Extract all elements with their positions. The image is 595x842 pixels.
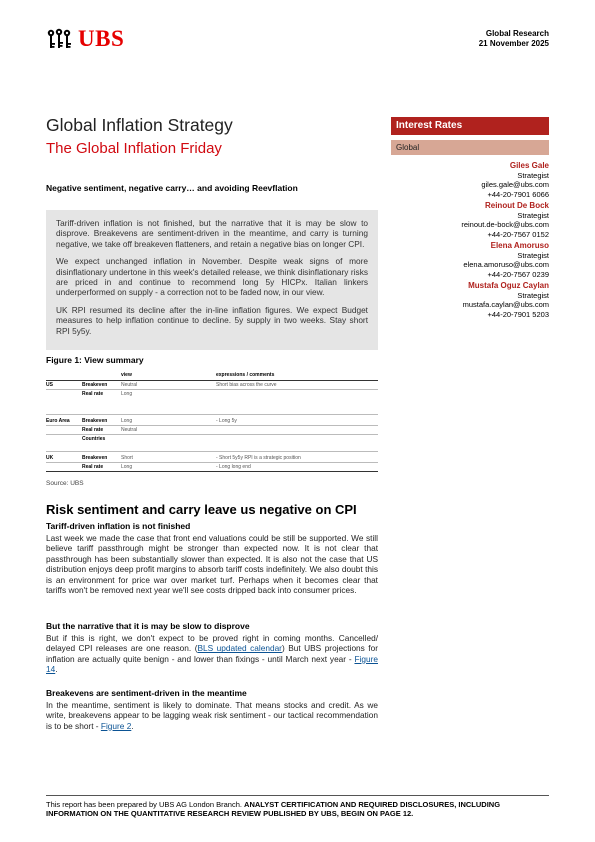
figure-source: Source: UBS	[46, 480, 84, 487]
divider	[46, 451, 378, 452]
cell-comment: - Long long end	[216, 464, 251, 470]
cell-metric: Countries	[82, 436, 106, 442]
cell-view: Long	[121, 391, 133, 397]
subheading: Breakevens are sentiment-driven in the meantime	[46, 688, 247, 698]
cell-comment: Short bias across the curve	[216, 382, 277, 388]
cell-view: Neutral	[121, 382, 138, 388]
cell-metric: Real rate	[82, 464, 104, 470]
author-role: Strategist	[517, 170, 549, 180]
text-run: .	[131, 720, 134, 731]
section-heading: Risk sentiment and carry leave us negative on CPI	[46, 502, 357, 517]
body-paragraph	[46, 633, 378, 675]
divider	[46, 389, 378, 390]
author-name: Reinout De Bock	[484, 201, 549, 210]
author-name: Mustafa Oguz Caylan	[468, 281, 549, 290]
header-meta	[479, 29, 549, 49]
author-phone: +44-20-7901 5203	[487, 309, 549, 319]
subheading: Tariff-driven inflation is not finished	[46, 521, 191, 531]
report-subtitle: The Global Inflation Friday	[46, 140, 222, 157]
col-header-view: view	[121, 372, 132, 378]
footer-disclaimer	[46, 800, 549, 818]
cell-metric: Real rate	[82, 391, 104, 397]
ubs-logo	[46, 26, 124, 52]
keys-icon	[46, 28, 72, 50]
figure-14-link[interactable]: Figure 14	[46, 653, 378, 675]
figure-2-link[interactable]: Figure 2	[100, 720, 132, 731]
author-email[interactable]: mustafa.caylan@ubs.com	[462, 300, 549, 309]
divider	[46, 414, 378, 415]
col-header-expressions: expressions / comments	[216, 372, 275, 378]
author-block	[379, 241, 549, 279]
report-date: 21 November 2025	[478, 39, 549, 48]
divider	[46, 425, 378, 426]
author-email[interactable]: giles.gale@ubs.com	[481, 180, 549, 189]
cell-metric: Breakeven	[82, 382, 108, 388]
cell-metric: Breakeven	[82, 418, 108, 424]
text-run: ) But UBS projections for inflation are actually quite benign - and lower than fixings - until March next year -	[46, 643, 378, 664]
cell-region: US	[46, 382, 53, 388]
author-block	[379, 161, 549, 199]
author-name: Elena Amoruso	[490, 241, 549, 250]
table-header	[46, 372, 378, 380]
summary-paragraph: We expect unchanged inflation in November. Despite weak signs of more disinflationary undertone in this week's detailed release, we think disinflationary risks are priced in and continue to recommend long 5y HICPx. Italian linkers underperformed on supply - a correction not to be faded now, in our view.	[56, 256, 368, 298]
footer-disclosure: ANALYST CERTIFICATION AND REQUIRED DISCLOSURES, INCLUDING INFORMATION ON THE QUANTITATIVE RESEARCH REVIEW PUBLISHED BY UBS, BEGIN ON PAGE 12.	[46, 800, 501, 818]
author-phone: +44-20-7567 0152	[487, 229, 549, 239]
table-row	[46, 436, 378, 444]
body-paragraph: Last week we made the case that front end valuations could be still be supported. We still believe tariff passthrough might be stronger than expected now. It is not clear that passthrough has been substantially slower than expected. It is also not the case that US distribution enjoys deep profit margins to absorb tariff costs indefinitely. We also doubt this is an environment for price war over market turf. Perhaps when it becomes clear that tariffs won't be removed next year we'll see costs dripped back into consumer prices.	[46, 533, 378, 596]
cell-metric: Breakeven	[82, 455, 108, 461]
text-run: In the meantime, sentiment is likely to dominate. That means stocks and credit. As we write, breakevens appear to be lagging weak risk sentiment - our tactical recommendation is to be short -	[46, 700, 378, 731]
footer-text: This report has been prepared by UBS AG London Branch.	[46, 800, 245, 809]
report-title: Global Inflation Strategy	[46, 115, 233, 135]
cell-view: Short	[121, 455, 133, 461]
table-row	[46, 391, 378, 399]
cell-view: Long	[121, 418, 133, 424]
bls-calendar-link[interactable]: BLS updated calendar	[197, 643, 282, 654]
summary-paragraph: Tariff-driven inflation is not finished, but the narrative that it is may be slow to disprove. Breakevens are sentiment-driven in the meantime, and carry is turning negative, we take off breakeven flatteners, and retain a negative bias on longer CPI.	[56, 218, 368, 249]
division-label: Global Research	[485, 29, 549, 38]
author-role: Strategist	[517, 210, 549, 220]
logo-text: UBS	[78, 26, 125, 51]
subheading: But the narrative that it is may be slow to disprove	[46, 621, 250, 631]
author-list	[379, 161, 549, 321]
cell-view: Long	[121, 464, 133, 470]
author-phone: +44-20-7567 0239	[487, 269, 549, 279]
view-summary-table	[46, 370, 378, 475]
cell-region: UK	[46, 455, 54, 461]
author-role: Strategist	[517, 290, 549, 300]
divider	[46, 380, 378, 381]
divider	[46, 434, 378, 435]
author-role: Strategist	[517, 250, 549, 260]
footer-divider	[46, 795, 549, 796]
author-email[interactable]: reinout.de-bock@ubs.com	[461, 220, 549, 229]
summary-box	[46, 210, 378, 350]
divider	[46, 462, 378, 463]
region-banner: Global	[391, 140, 549, 155]
cell-comment: - Long 5y	[216, 418, 237, 424]
cell-region: Euro Area	[46, 418, 70, 424]
headline: Negative sentiment, negative carry… and avoiding Reevflation	[46, 183, 298, 193]
text-run: But if this is right, we don't expect to be proved right in coming months. Cancelled/ delayed CPI releases are one reason. (	[46, 633, 378, 654]
author-block	[379, 201, 549, 239]
cell-metric: Real rate	[82, 427, 104, 433]
divider	[46, 471, 378, 472]
author-email[interactable]: elena.amoruso@ubs.com	[463, 260, 549, 269]
cell-view: Neutral	[121, 427, 138, 433]
author-block	[379, 281, 549, 319]
cell-comment: - Short 5y5y RPI is a strategic position	[216, 455, 301, 461]
category-banner: Interest Rates	[391, 117, 549, 135]
body-paragraph	[46, 700, 378, 731]
summary-paragraph: UK RPI resumed its decline after the in-line inflation figures. We expect Budget measures to help inflation continue to decline. 5y supply in two weeks. Stay short RPI 5y5y.	[56, 304, 368, 336]
author-phone: +44-20-7901 6066	[487, 189, 549, 199]
text-run: .	[55, 664, 58, 675]
figure-title: Figure 1: View summary	[46, 355, 144, 365]
author-name: Giles Gale	[509, 161, 549, 170]
